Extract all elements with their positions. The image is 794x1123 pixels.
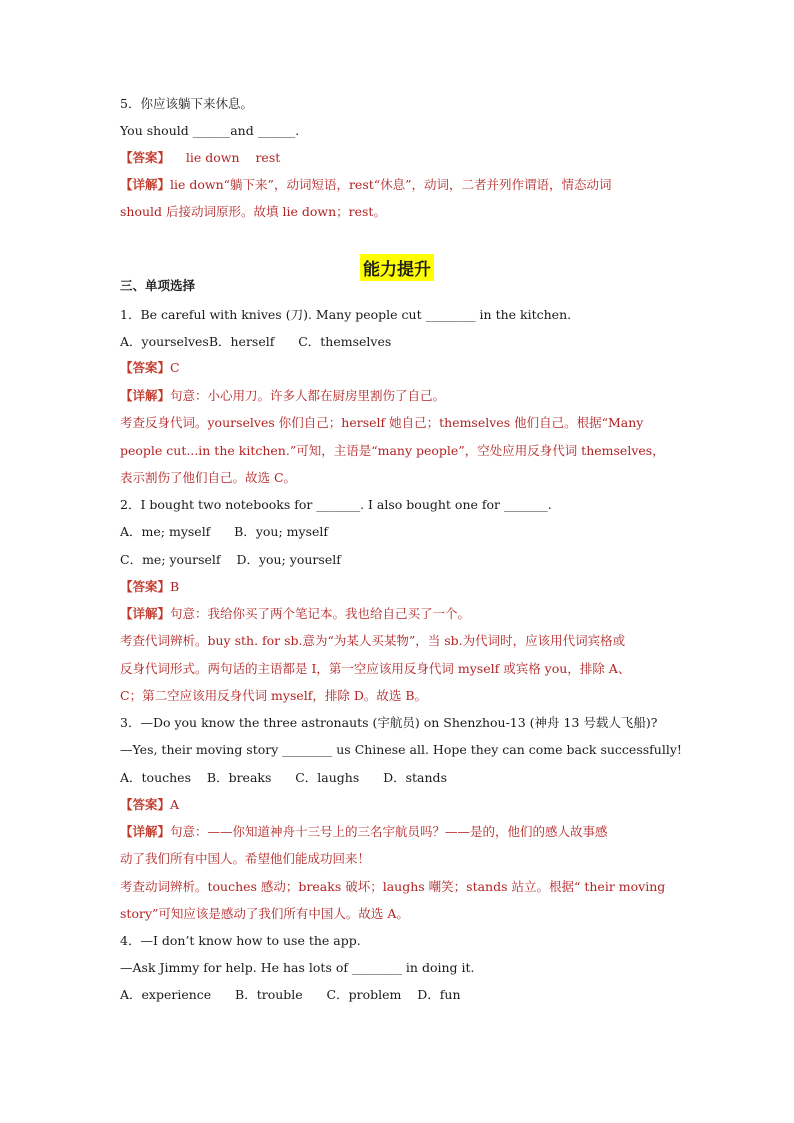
q5-prompt: 5．你应该躺下来休息。 <box>120 96 253 111</box>
q1-detail-line-3: people cut...in the kitchen.”可知，主语是“many people”，空处应用反身代词 themselves， <box>120 443 665 458</box>
answer-text: C <box>170 360 180 375</box>
detail-text: 句意：小心用刀。许多人都在厨房里割伤了自己。 <box>170 388 446 403</box>
detail-text: 句意：——你知道神舟十三号上的三名宇航员吗？——是的，他们的感人故事感 <box>170 824 608 839</box>
q1-detail-line-2: 考查反身代词。yourselves 你们自己；herself 她自己；themselves 他们自己。根据“Many <box>120 415 644 430</box>
q3-detail-line-3: 考查动词辨析。touches 感动；breaks 破坏；laughs 嘲笑；stands 站立。根据“ their moving <box>120 879 666 894</box>
q1-detail-line-1 <box>120 387 445 405</box>
answer-tag: 【答案】 <box>120 797 171 812</box>
q2-detail-line-4: C；第二空应该用反身代词 myself，排除 D。故选 B。 <box>120 688 428 703</box>
q3-detail-line-1 <box>120 823 608 841</box>
detail-text: 句意：我给你买了两个笔记本。我也给自己买了一个。 <box>170 606 471 621</box>
q4-prompt: 4．—I don’t know how to use the app. <box>120 933 361 948</box>
q3-options: A．touches B．breaks C．laughs D．stands <box>120 770 447 785</box>
detail-text: lie down“躺下来”，动词短语，rest“休息”，动词，二者并列作谓语，情态动词 <box>170 177 612 192</box>
q5-detail-line-2: should 后接动词原形。故填 lie down；rest。 <box>120 204 386 219</box>
answer-text: B <box>170 579 180 594</box>
section-heading: 三、单项选择 <box>120 278 196 293</box>
q3-prompt: 3．—Do you know the three astronauts (宇航员) on Shenzhou-13 (神舟 13 号载人飞船)? <box>120 715 658 730</box>
q4-prompt-2: —Ask Jimmy for help. He has lots of ________ in doing it. <box>120 960 475 975</box>
answer-text: lie down rest <box>170 150 281 165</box>
q2-options-row-2: C．me; yourself D．you; yourself <box>120 552 341 567</box>
q2-detail-line-2: 考查代词辨析。buy sth. for sb.意为“为某人买某物”，当 sb.为代词时，应该用代词宾格或 <box>120 633 626 648</box>
q5-detail-line-1 <box>120 176 612 194</box>
q1-options: A．yourselvesB．herself C．themselves <box>120 334 392 349</box>
q1-prompt: 1．Be careful with knives (刀). Many people cut ________ in the kitchen. <box>120 307 572 322</box>
answer-tag: 【答案】 <box>120 579 171 594</box>
detail-tag: 【详解】 <box>120 388 171 403</box>
q1-answer-line <box>120 359 180 377</box>
detail-tag: 【详解】 <box>120 606 171 621</box>
q2-options-row-1: A．me; myself B．you; myself <box>120 524 329 539</box>
detail-tag: 【详解】 <box>120 177 171 192</box>
q1-detail-line-4: 表示割伤了他们自己。故选 C。 <box>120 470 297 485</box>
q3-detail-line-2: 动了我们所有中国人。希望他们能成功回来！ <box>120 851 371 866</box>
answer-text: A <box>170 797 180 812</box>
q2-detail-line-1 <box>120 605 470 623</box>
q2-prompt: 2．I bought two notebooks for _______. I also bought one for _______. <box>120 497 552 512</box>
q3-prompt-2: —Yes, their moving story ________ us Chinese all. Hope they can come back successfully! <box>120 742 682 757</box>
q3-answer-line <box>120 796 179 814</box>
q5-answer-line <box>120 149 280 167</box>
q5-sentence: You should ______and ______. <box>120 123 300 138</box>
answer-tag: 【答案】 <box>120 360 171 375</box>
answer-tag: 【答案】 <box>120 150 171 165</box>
q3-detail-line-4: story”可知应该是感动了我们所有中国人。故选 A。 <box>120 906 409 921</box>
q2-answer-line <box>120 578 179 596</box>
q2-detail-line-3: 反身代词形式。两句话的主语都是 I，第一空应该用反身代词 myself 或宾格 you，排除 A、 <box>120 661 631 676</box>
q4-options: A．experience B．trouble C．problem D．fun <box>120 987 461 1002</box>
section-title: 能力提升 <box>360 254 434 281</box>
detail-tag: 【详解】 <box>120 824 171 839</box>
